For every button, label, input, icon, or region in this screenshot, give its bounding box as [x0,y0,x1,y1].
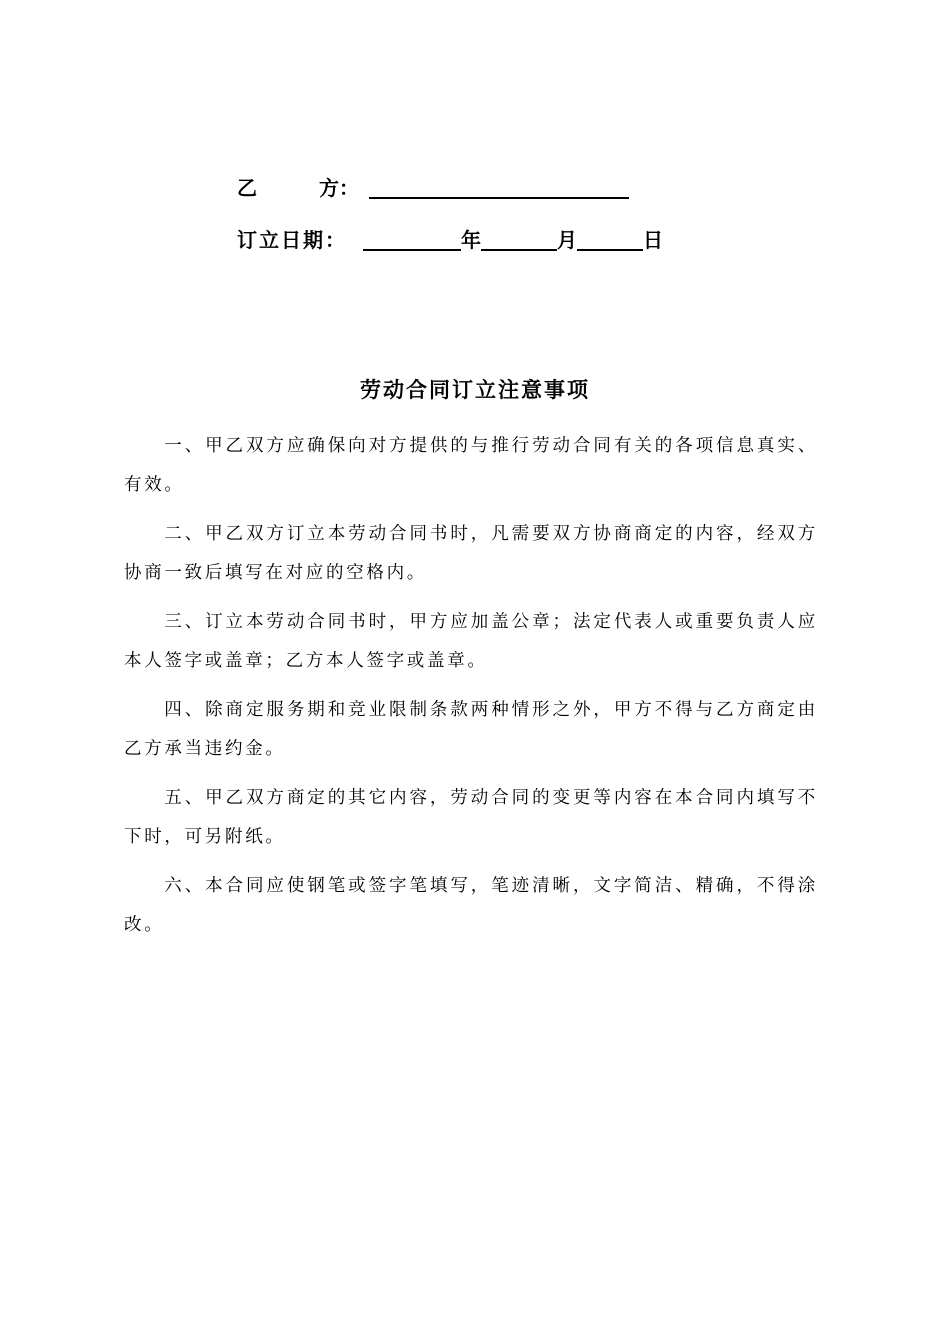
day-label: 日 [643,228,663,252]
signing-date-row [237,226,663,254]
party-b-label-char2: 方： [319,176,359,200]
month-label: 月 [557,228,577,252]
party-b-label-char1: 乙 [237,176,257,200]
month-field[interactable] [481,227,557,251]
notice-item: 五、甲乙双方商定的其它内容，劳动合同的变更等内容在本合同内填写不下时，可另附纸。 [124,788,818,847]
notice-item: 四、除商定服务期和竞业限制条款两种情形之外，甲方不得与乙方商定由乙方承当违约金。 [124,700,818,759]
party-b-blank-line[interactable] [369,175,629,199]
party-b-signature-field[interactable] [369,174,629,202]
notice-list [124,427,818,955]
notice-item: 三、订立本劳动合同书时，甲方应加盖公章；法定代表人或重要负责人应本人签字或盖章；乙方本人签字或盖章。 [124,612,818,671]
party-b-label [237,174,359,202]
signing-date-label: 订立日期： [237,228,347,252]
year-label: 年 [461,228,481,252]
notice-title: 劳动合同订立注意事项 [360,377,590,402]
notice-item: 二、甲乙双方订立本劳动合同书时，凡需要双方协商商定的内容，经双方协商一致后填写在对应的空格内。 [124,524,818,583]
year-field[interactable] [363,227,461,251]
day-field[interactable] [577,227,643,251]
notice-item: 六、本合同应使钢笔或签字笔填写，笔迹清晰，文字简洁、精确，不得涂改。 [124,876,818,935]
notice-item: 一、甲乙双方应确保向对方提供的与推行劳动合同有关的各项信息真实、有效。 [124,436,818,495]
